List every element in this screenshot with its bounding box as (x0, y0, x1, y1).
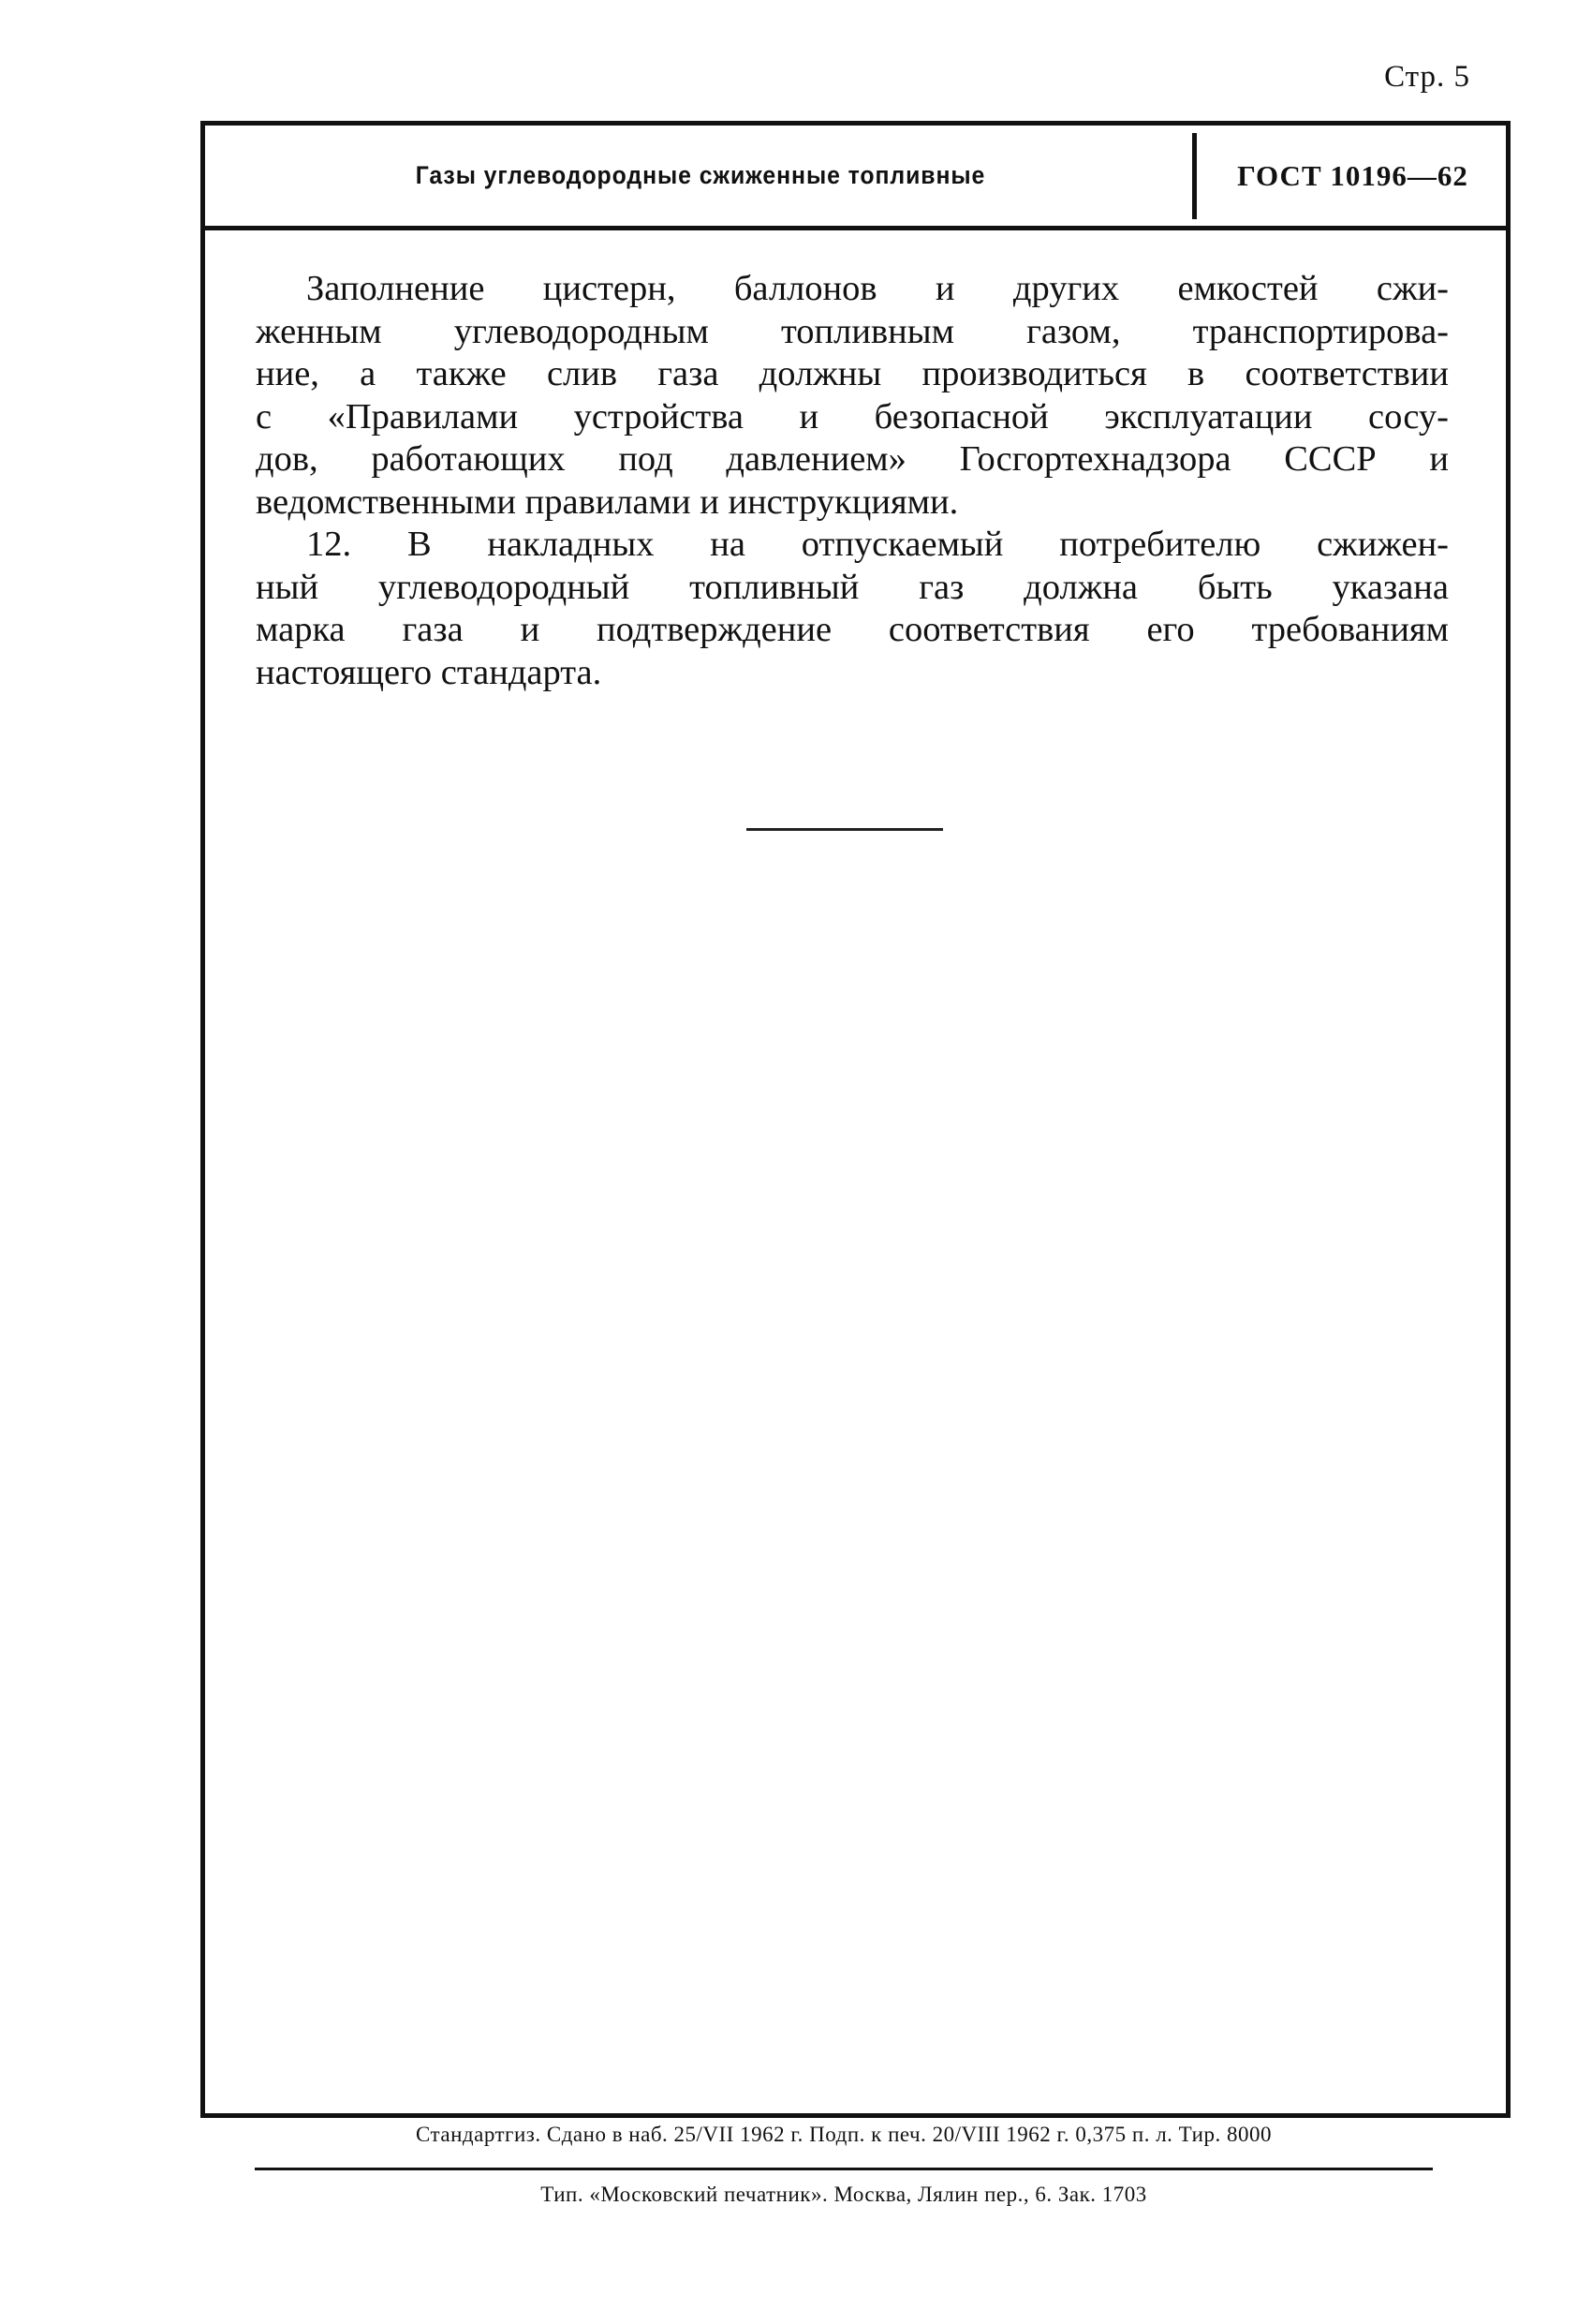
page-frame (200, 121, 1511, 2118)
publication-imprint: Стандартгиз. Сдано в наб. 25/VII 1962 г. Подп. к печ. 20/VIII 1962 г. 0,375 п. л. Тир. 8000 (416, 2123, 1272, 2146)
text-line: ние, а также слив газа должны производиться в соответствии (256, 354, 1449, 393)
text-line: ный углеводородный топливный газ должна быть указана (256, 567, 1449, 607)
text-line: настоящего стандарта. (256, 652, 602, 692)
end-of-text-rule (746, 828, 943, 831)
page-number: Стр. 5 (1384, 60, 1470, 94)
imprint-divider (255, 2168, 1433, 2170)
paragraph-12-invoices (256, 524, 1449, 694)
document-body (256, 268, 1449, 694)
header-divider (1192, 133, 1197, 219)
text-line: 12. В накладных на отпускаемый потребителю сжижен- (306, 525, 1449, 564)
text-line: женным углеводородным топливным газом, транспортирова- (256, 311, 1449, 351)
text-line: марка газа и подтверждение соответствия его требованиям (256, 610, 1449, 649)
document-header (205, 126, 1506, 230)
text-line: ведомственными правилами и инструкциями. (256, 481, 959, 522)
printer-info: Тип. «Московский печатник». Москва, Лялин пер., 6. Зак. 1703 (540, 2183, 1147, 2206)
document-title: Газы углеводородные сжиженные топливные (415, 161, 986, 189)
text-line: дов, работающих под давлением» Госгортехнадзора СССР и (256, 439, 1449, 479)
text-line: с «Правилами устройства и безопасной эксплуатации сосу- (256, 396, 1449, 437)
standard-code: ГОСТ 10196—62 (1237, 158, 1468, 192)
paragraph-filling-rules (256, 268, 1449, 524)
text-line: Заполнение цистерн, баллонов и других емкостей сжи- (306, 269, 1449, 308)
